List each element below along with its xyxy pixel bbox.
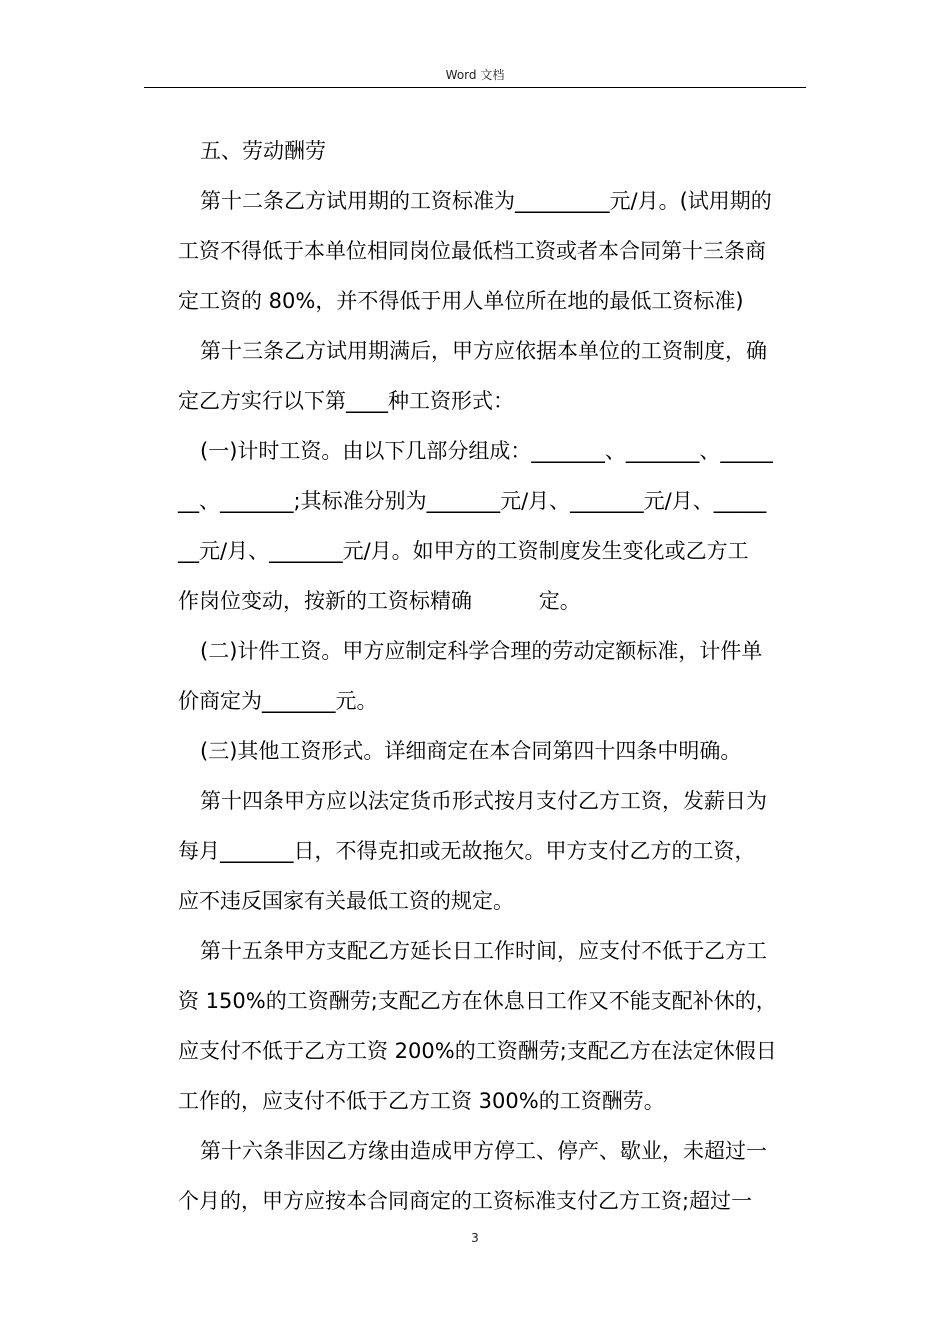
paragraph-line: 定乙方实行以下第____种工资形式： <box>178 389 514 413</box>
paragraph-line: __元/月、_______元/月。如甲方的工资制度发生变化或乙方工 <box>178 539 749 563</box>
paragraph-line: 资 150%的工资酬劳;支配乙方在休息日工作又不能支配补休的， <box>178 989 777 1013</box>
paragraph-line: (三)其他工资形式。详细商定在本合同第四十四条中明确。 <box>200 739 742 763</box>
document-body <box>178 126 808 1226</box>
page-header-title: Word 文档 <box>445 68 505 82</box>
paragraph-line: 应不违反国家有关最低工资的规定。 <box>178 889 514 913</box>
paragraph-line: 工作的，应支付不低于乙方工资 300%的工资酬劳。 <box>178 1089 665 1113</box>
paragraph-line: 每月_______日，不得克扣或无故拖欠。甲方支付乙方的工资， <box>178 839 756 863</box>
paragraph-line: 应支付不低于乙方工资 200%的工资酬劳;支配乙方在法定休假日 <box>178 1039 777 1063</box>
paragraph-line: 价商定为_______元。 <box>178 689 378 713</box>
paragraph-line: 定工资的 80%，并不得低于用人单位所在地的最低工资标准) <box>178 289 744 313</box>
paragraph-line: 第十二条乙方试用期的工资标准为_________元/月。(试用期的 <box>200 189 772 213</box>
paragraph-line: 第十三条乙方试用期满后，甲方应依据本单位的工资制度，确 <box>200 339 767 363</box>
paragraph-line: 个月的，甲方应按本合同商定的工资标准支付乙方工资;超过一 <box>178 1189 753 1213</box>
paragraph-line: 第十四条甲方应以法定货币形式按月支付乙方工资，发薪日为 <box>200 789 767 813</box>
paragraph-line: __、_______;其标准分别为_______元/月、_______元/月、_____ <box>178 489 767 513</box>
section-heading: 五、劳动酬劳 <box>200 139 326 163</box>
page-number: 3 <box>471 1231 479 1245</box>
paragraph-line: (二)计件工资。甲方应制定科学合理的劳动定额标准，计件单 <box>200 639 763 663</box>
paragraph-line: (一)计时工资。由以下几部分组成：_______、_______、_____ <box>200 439 773 463</box>
paragraph-line: 第十五条甲方支配乙方延长日工作时间，应支付不低于乙方工 <box>200 939 767 963</box>
paragraph-line: 第十六条非因乙方缘由造成甲方停工、停产、歇业，未超过一 <box>200 1139 767 1163</box>
paragraph-line: 工资不得低于本单位相同岗位最低档工资或者本合同第十三条商 <box>178 239 766 263</box>
paragraph-line: 作岗位变动，按新的工资标精确 定。 <box>178 589 581 613</box>
header-divider <box>144 87 806 88</box>
